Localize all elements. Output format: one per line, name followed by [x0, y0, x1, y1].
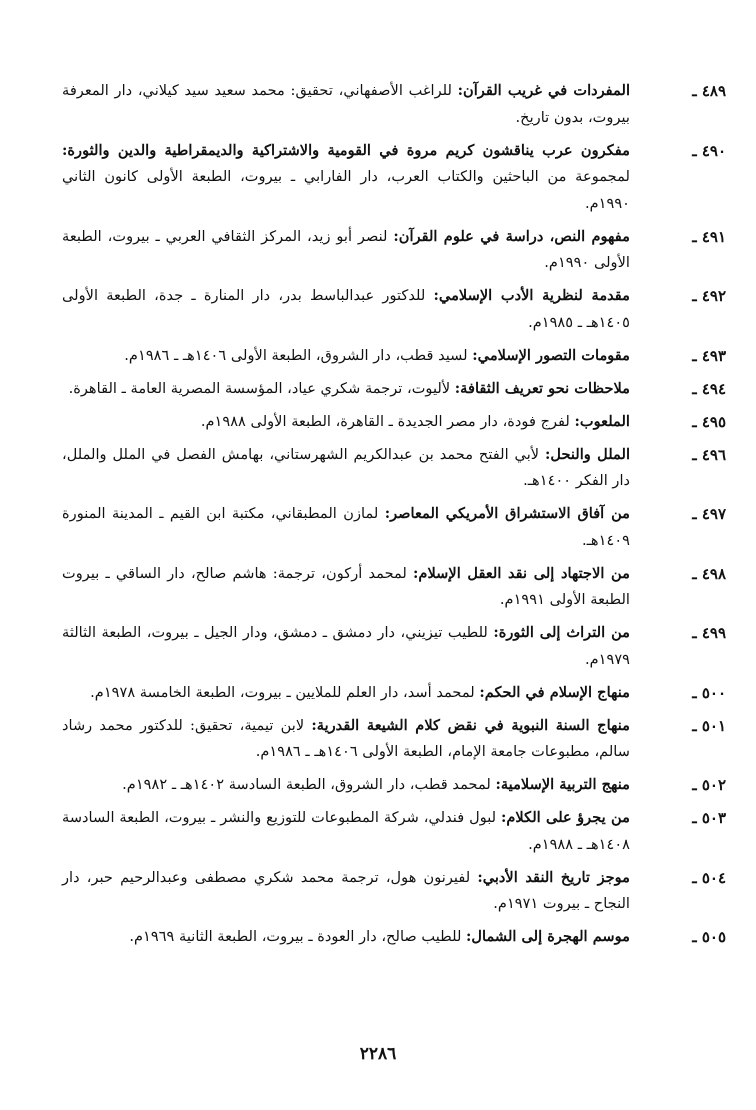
bibliography-entry: [62, 561, 726, 614]
entry-details: لفرج فودة، دار مصر الجديدة ـ القاهرة، الطبعة الأولى ١٩٨٨م.: [200, 412, 575, 430]
entry-number: ٤٩٩ ـ: [692, 624, 726, 642]
entry-details: لبول فندلي، شركة المطبوعات للتوزيع والنشر ـ بيروت، الطبعة السادسة ١٤٠٨هـ ـ ١٩٨٨م.: [62, 809, 630, 853]
entry-details: لفيرنون هول، ترجمة محمد شكري مصطفى وعبدالرحيم حبر، دار النجاح ـ بيروت ١٩٧١م.: [62, 868, 630, 912]
entry-title: من آفاق الاستشراق الأمريكي المعاصر:: [384, 505, 630, 522]
entry-title: ملاحظات نحو تعريف الثقافة:: [454, 379, 630, 397]
entry-details: لسيد قطب، دار الشروق، الطبعة الأولى ١٤٠٦هـ ـ ١٩٨٦م.: [124, 346, 473, 364]
entry-details: لنصر أبو زيد، المركز الثقافي العربي ـ بيروت، الطبعة الأولى ١٩٩٠م.: [62, 227, 630, 271]
entry-title: من يجرؤ على الكلام:: [501, 809, 630, 826]
entry-number: ٤٩٢ ـ: [692, 287, 726, 305]
entry-title: منهج التربية الإسلامية:: [495, 776, 630, 793]
entry-details: لمحمد أركون، ترجمة: هاشم صالح، دار الساقي ـ بيروت الطبعة الأولى ١٩٩١م.: [62, 564, 630, 608]
entry-title: من الاجتهاد إلى نقد العقل الإسلام:: [413, 564, 630, 582]
bibliography-entry: [62, 376, 726, 403]
bibliography-entry: [62, 409, 726, 436]
entry-details: للراغب الأصفهاني، تحقيق: محمد سعيد سيد كيلاني، دار المعرفة بيروت، بدون تاريخ.: [62, 82, 630, 126]
entry-details: للطيب صالح، دار العودة ـ بيروت، الطبعة الثانية ١٩٦٩م.: [129, 928, 467, 945]
entry-number: ٥٠١ ـ: [692, 716, 726, 735]
entry-number: ٤٩٥ ـ: [692, 412, 726, 431]
bibliography-list: [62, 78, 726, 957]
entry-number: ٤٩٣ ـ: [692, 346, 726, 365]
entry-title: مقومات التصور الإسلامي:: [472, 346, 630, 364]
entry-details: للدكتور عبدالباسط بدر، دار المنارة ـ جدة، الطبعة الأولى ١٤٠٥هـ ـ ١٩٨٥م.: [62, 287, 630, 331]
entry-details: للطيب تيزيني، دار دمشق ـ دمشق، ودار الجيل ـ بيروت، الطبعة الثالثة ١٩٧٩م.: [62, 624, 630, 668]
bibliography-entry: [62, 805, 726, 858]
entry-title: موسم الهجرة إلى الشمال:: [466, 928, 630, 945]
entry-details: لمازن المطبقاني، مكتبة ابن القيم ـ المدينة المنورة ١٤٠٩هـ.: [62, 505, 630, 549]
entry-number: ٤٨٩ ـ: [692, 82, 726, 100]
entry-number: ٤٩٤ ـ: [692, 379, 726, 398]
bibliography-entry: [62, 224, 726, 277]
bibliography-entry: [62, 501, 726, 554]
entry-details: لأليوت، ترجمة شكري عياد، المؤسسة المصرية العامة ـ القاهرة.: [68, 379, 455, 397]
entry-title: موجز تاريخ النقد الأدبي:: [477, 868, 630, 886]
bibliography-entry: [62, 620, 726, 673]
entry-number: ٥٠٥ ـ: [692, 928, 726, 946]
entry-number: ٥٠٢ ـ: [692, 776, 726, 794]
entry-number: ٤٩٦ ـ: [692, 445, 726, 464]
entry-title: من التراث إلى الثورة:: [493, 624, 630, 641]
entry-number: ٥٠٤ ـ: [692, 868, 726, 887]
entry-number: ٤٩٧ ـ: [692, 505, 726, 523]
bibliography-entry: [62, 343, 726, 370]
entry-title: منهاج الإسلام في الحكم:: [479, 683, 630, 701]
bibliography-entry: [62, 713, 726, 766]
bibliography-entry: [62, 865, 726, 918]
bibliography-entry: [62, 78, 726, 131]
entry-number: ٥٠٣ ـ: [692, 809, 726, 827]
bibliography-entry: [62, 680, 726, 707]
entry-details: لمحمد قطب، دار الشروق، الطبعة السادسة ١٤٠٢هـ ـ ١٩٨٢م.: [122, 776, 496, 793]
bibliography-entry: [62, 138, 726, 218]
bibliography-entry: [62, 283, 726, 336]
entry-title: الملعوب:: [574, 412, 630, 430]
entry-title: مفهوم النص، دراسة في علوم القرآن:: [393, 227, 630, 245]
entry-title: الملل والنحل:: [545, 445, 630, 463]
entry-number: ٤٩٨ ـ: [692, 564, 726, 583]
entry-number: ٥٠٠ ـ: [692, 683, 726, 702]
entry-title: مقدمة لنظرية الأدب الإسلامي:: [433, 287, 630, 304]
entry-details: لمجموعة من الباحثين والكتاب العرب، دار الفارابي ـ بيروت، الطبعة الأولى كانون الثاني ١٩٩٠م.: [62, 168, 630, 212]
bibliography-entry: [62, 924, 726, 951]
entry-number: ٤٩١ ـ: [692, 227, 726, 246]
entry-details: لابن تيمية، تحقيق: للدكتور محمد رشاد سالم، مطبوعات جامعة الإمام، الطبعة الأولى ١٤٠٦هـ ـ ١٩٨٦م.: [62, 716, 630, 760]
entry-number: ٤٩٠ ـ: [692, 141, 726, 160]
entry-title: منهاج السنة النبوية في نقض كلام الشيعة القدرية:: [311, 716, 630, 734]
bibliography-entry: [62, 772, 726, 799]
entry-title: مفكرون عرب يناقشون كريم مروة في القومية والاشتراكية والديمقراطية والدين والثورة:: [62, 141, 630, 159]
entry-details: لأبي الفتح محمد بن عبدالكريم الشهرستاني، بهامش الفصل في الملل والملل، دار الفكر ١٤٠٠هـ.: [62, 445, 630, 489]
entry-title: المفردات في غريب القرآن:: [457, 82, 630, 99]
entry-details: لمحمد أسد، دار العلم للملايين ـ بيروت، الطبعة الخامسة ١٩٧٨م.: [90, 683, 480, 701]
bibliography-entry: [62, 442, 726, 495]
page-number: ٢٢٨٦: [359, 1044, 397, 1064]
